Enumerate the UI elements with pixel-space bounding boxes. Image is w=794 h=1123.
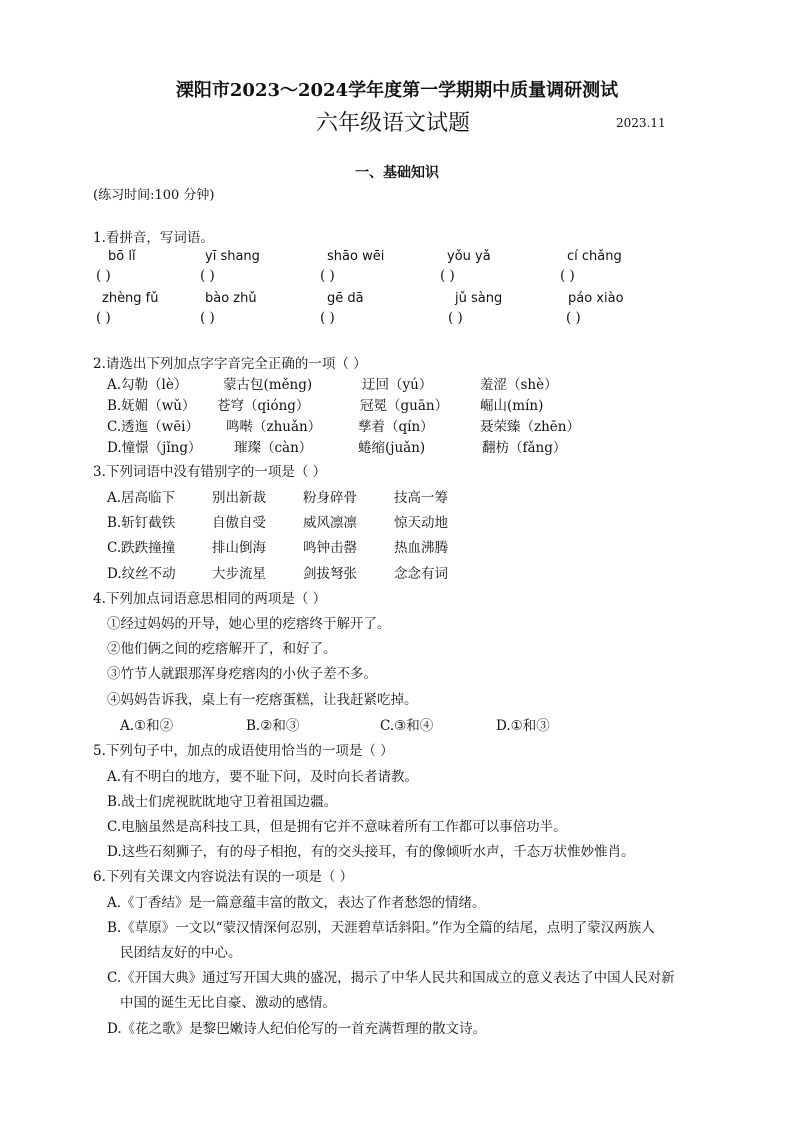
q2-option: 迂回（yú） (362, 377, 433, 393)
q2-stem: 2.请选出下列加点字字音完全正确的一项（ ） (93, 356, 367, 372)
q2-option: B.妩媚（wǔ） (107, 398, 196, 414)
answer-blank[interactable]: ( ) (566, 310, 581, 326)
q3-option: 惊天动地 (394, 515, 448, 531)
q3-option: 威风凛凛 (303, 515, 357, 531)
q6-option: D.《花之歌》是黎巴嫩诗人纪伯伦写的一首充满哲理的散文诗。 (107, 1021, 487, 1037)
q1-pinyin: yǒu yǎ (447, 249, 491, 264)
answer-blank[interactable]: ( ) (96, 268, 111, 284)
q1-pinyin: jǔ sàng (455, 291, 503, 306)
q1-pinyin: bō lǐ (108, 249, 136, 264)
q6-option: B.《草原》一文以“蒙汉情深何忍别，天涯碧草话斜阳。”作为全篇的结尾，点明了蒙汉两族人 (107, 920, 655, 936)
q4-option: C.③和④ (380, 718, 434, 734)
q1-pinyin: zhèng fǔ (102, 291, 159, 306)
q6-option-continuation: 中国的诞生无比自豪、激动的感情。 (120, 995, 336, 1011)
q3-option: 念念有词 (394, 566, 448, 582)
q5-option: B.战士们虎视眈眈地守卫着祖国边疆。 (107, 794, 338, 810)
q2-option: 蒙古包(měng) (223, 377, 313, 393)
q2-option: 苍穹（qióng） (217, 398, 310, 414)
q4-option: B.②和③ (246, 718, 300, 734)
answer-blank[interactable]: ( ) (448, 310, 463, 326)
q2-option: 冠冕（guān） (360, 398, 449, 414)
q1-pinyin: gē dā (327, 291, 364, 306)
q2-option: A.勾勒（lè） (107, 377, 188, 393)
answer-blank[interactable]: ( ) (560, 268, 575, 284)
q3-option: 技高一筹 (394, 490, 448, 506)
q3-option: 自傲自受 (212, 515, 266, 531)
q2-option: 蜷缩(juǎn) (358, 440, 426, 456)
q3-stem: 3.下列词语中没有错别字的一项是（ ） (93, 464, 327, 480)
q2-option: 璀璨（càn） (234, 440, 313, 456)
q2-option: 崛山(mín) (480, 398, 544, 414)
q2-option: 孳着（qín） (358, 419, 434, 435)
q2-option: 聂荣臻（zhēn） (480, 419, 580, 435)
q4-option: D.①和③ (496, 718, 550, 734)
q2-option: D.憧憬（jǐng） (107, 440, 202, 456)
q4-item: ③竹节人就跟那浑身疙瘩肉的小伙子差不多。 (107, 666, 377, 682)
q1-pinyin: shāo wēi (327, 249, 385, 264)
q2-option: 羞涩（shè） (480, 377, 558, 393)
answer-blank[interactable]: ( ) (320, 310, 335, 326)
q5-option: C.电脑虽然是高科技工具，但是拥有它并不意味着所有工作都可以事倍功半。 (107, 819, 567, 835)
exam-date: 2023.11 (616, 116, 666, 130)
q2-option: 翻枋（fǎng） (482, 440, 567, 456)
answer-blank[interactable]: ( ) (200, 310, 215, 326)
q3-option: C.跌跌撞撞 (107, 540, 176, 556)
q4-item: ①经过妈妈的开导，她心里的疙瘩终于解开了。 (107, 616, 391, 632)
q2-option: C.透迤（wēi） (107, 419, 200, 435)
exam-title: 溧阳市2023～2024学年度第一学期期中质量调研测试 (175, 80, 619, 101)
q6-option-continuation: 民团结友好的中心。 (120, 945, 242, 961)
q4-option: A.①和② (120, 718, 174, 734)
q1-pinyin: yī shang (205, 249, 260, 264)
answer-blank[interactable]: ( ) (320, 268, 335, 284)
answer-blank[interactable]: ( ) (440, 268, 455, 284)
q3-option: 剑拔弩张 (303, 566, 357, 582)
q5-stem: 5.下列句子中，加点的成语使用恰当的一项是（ ） (93, 743, 394, 759)
exam-subtitle: 六年级语文试题 (316, 111, 471, 136)
q3-option: 别出新裁 (212, 490, 266, 506)
q1-pinyin: cí chǎng (567, 249, 622, 264)
q2-option: 鸣啭（zhuǎn） (226, 419, 322, 435)
q3-option: B.斩钉截铁 (107, 515, 176, 531)
section-title: 一、基础知识 (355, 165, 439, 181)
q6-option: A.《丁香结》是一篇意蕴丰富的散文，表达了作者愁怨的情绪。 (107, 895, 486, 911)
time-note: (练习时间:100 分钟) (93, 188, 215, 203)
answer-blank[interactable]: ( ) (200, 268, 215, 284)
q3-option: 排山倒海 (212, 540, 266, 556)
answer-blank[interactable]: ( ) (96, 310, 111, 326)
q6-option: C.《开国大典》通过写开国大典的盛况，揭示了中华人民共和国成立的意义表达了中国人民对新 (107, 970, 675, 986)
q3-option: D.纹丝不动 (107, 566, 176, 582)
q3-option: 热血沸腾 (394, 540, 448, 556)
q4-item: ②他们俩之间的疙瘩解开了，和好了。 (107, 641, 337, 657)
q5-option: A.有不明白的地方，要不耻下问，及时向长者请教。 (107, 769, 419, 785)
q1-pinyin: páo xiào (568, 291, 624, 306)
q3-option: 粉身碎骨 (303, 490, 357, 506)
q6-stem: 6.下列有关课文内容说法有误的一项是（ ） (93, 869, 354, 885)
q3-option: 鸣钟击罄 (303, 540, 357, 556)
q3-option: 大步流星 (212, 566, 266, 582)
q1-stem: 1.看拼音，写词语。 (93, 230, 214, 246)
q4-stem: 4.下列加点词语意思相同的两项是（ ） (93, 591, 327, 607)
q3-option: A.居高临下 (107, 490, 176, 506)
q4-item: ④妈妈告诉我，桌上有一疙瘩蛋糕，让我赶紧吃掉。 (107, 692, 418, 708)
q1-pinyin: bào zhǔ (205, 291, 257, 306)
q5-option: D.这些石刻狮子，有的母子相抱，有的交头接耳，有的像倾听水声，千态万状惟妙惟肖。 (107, 844, 635, 860)
